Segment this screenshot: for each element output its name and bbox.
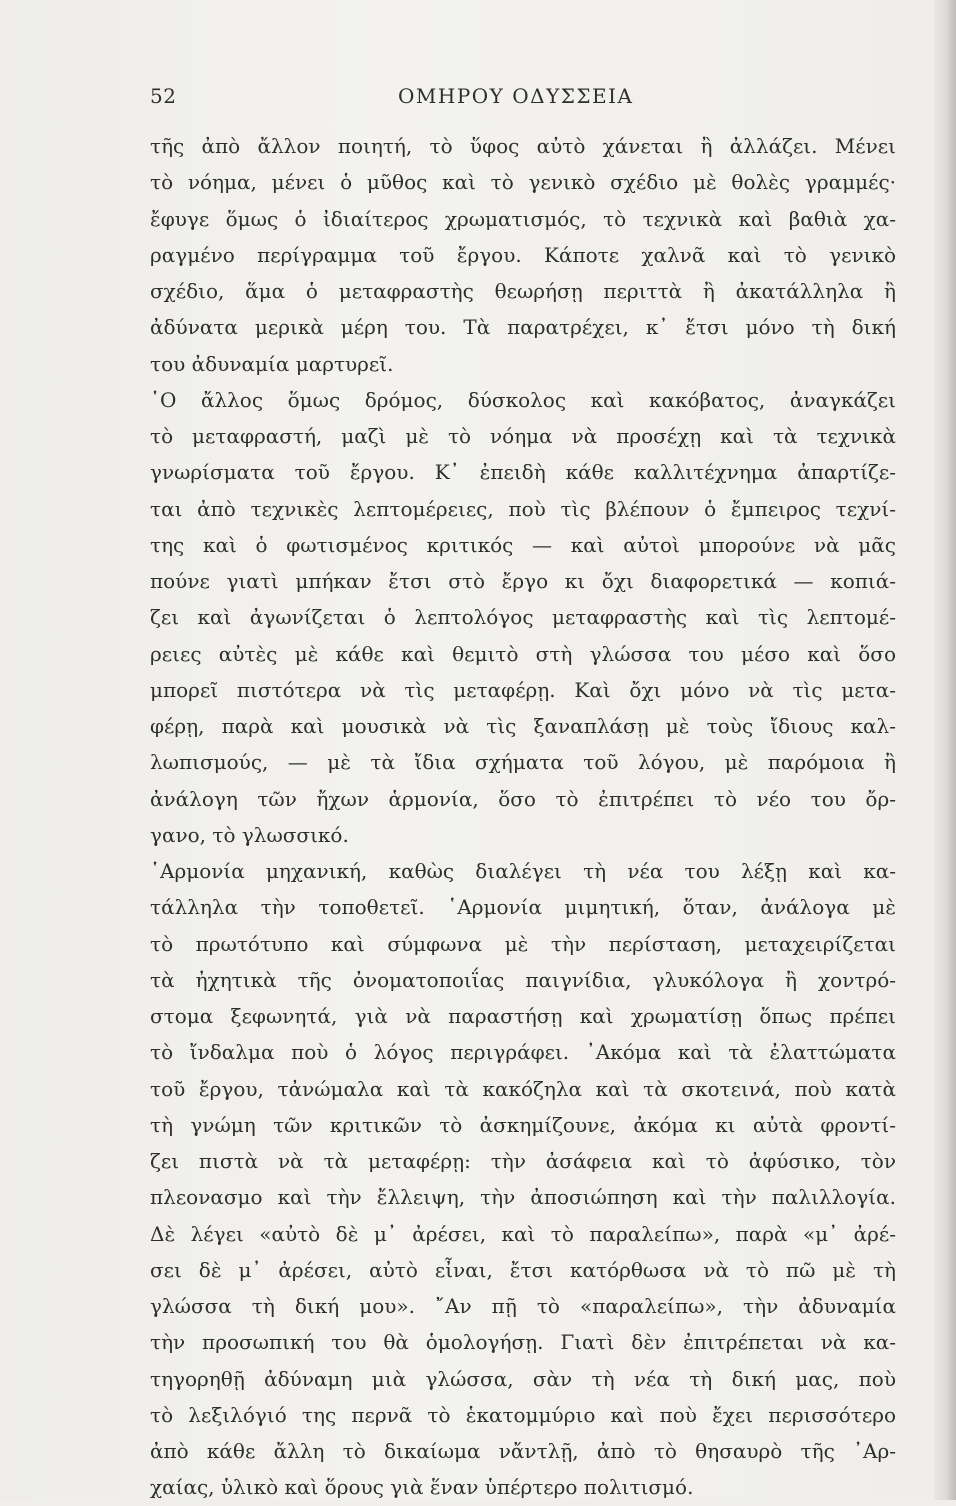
text-line: ἀδύνατα μερικὰ μέρη του. Τὰ παρατρέχει, κ᾿ ἔτσι μόνο τὴ δική [150,315,896,340]
text-line: φέρῃ, παρὰ καὶ μουσικὰ νὰ τὶς ξαναπλάσῃ μὲ τοὺς ἴδιους καλ- [150,714,896,738]
text-line: τάλληλα τὴν τοποθετεῖ. ῾Αρμονία μιμητική, ὅταν, ἀνάλογα μὲ [150,895,896,920]
text-line: τὸ μεταφραστή, μαζὶ μὲ τὸ νόημα νὰ προσέχῃ καὶ τὰ τεχνικὰ [150,424,896,448]
text-line: τοῦ ἔργου, τἀνώμαλα καὶ τὰ κακόζηλα καὶ τὰ σκοτεινά, ποὺ κατὰ [150,1076,896,1101]
text-line: της καὶ ὁ φωτισμένος κριτικός — καὶ αὐτοὶ μπορούνε νὰ μᾶς [150,532,896,557]
text-line: τὴ γνώμη τῶν κριτικῶν τὸ ἀσκημίζουνε, ἀκόμα κι αὐτὰ φροντί- [150,1112,896,1137]
text-line: ραγμένο περίγραμμα τοῦ ἔργου. Κάποτε χαλνᾶ καὶ τὸ γενικὸ [150,242,896,267]
text-line: λωπισμούς, — μὲ τὰ ἴδια σχήματα τοῦ λόγου, μὲ παρόμοια ἢ [150,750,896,775]
text-line: πούνε γιατὶ μπήκαν ἔτσι στὸ ἔργο κι ὄχι διαφορετικά — κοπιά- [150,569,896,593]
page-edge-shadow [934,0,956,1500]
text-line: ἀνάλογη τῶν ἤχων ἁρμονία, ὅσο τὸ ἐπιτρέπει τὸ νέο του ὄρ- [150,786,896,811]
text-line: μπορεῖ πιστότερα νὰ τὶς μεταφέρῃ. Καὶ ὄχι μόνο νὰ τὶς μετα- [150,677,896,702]
text-line: τὴν προσωπική του θὰ ὁμολογήσῃ. Γιατὶ δὲν ἐπιτρέπεται νὰ κα- [150,1330,896,1355]
text-line: ζει πιστὰ νὰ τὰ μεταφέρῃ: τὴν ἀσάφεια καὶ τὸ ἀφύσικο, τὸν [150,1149,896,1173]
page-header [150,84,896,114]
text-line: τὸ πρωτότυπο καὶ σύμφωνα μὲ τὴν περίσταση, μεταχειρίζεται [150,931,896,956]
running-title: ΟΜΗΡΟΥ ΟΔΥΣΣΕΙΑ [398,84,634,108]
text-line: πλεονασμο καὶ τὴν ἔλλειψη, τὴν ἀποσιώπηση καὶ τὴν παλιλλογία. [150,1185,896,1210]
text-line: γανο, τὸ γλωσσικό. [150,822,349,847]
text-line: τὸ ἴνδαλμα ποὺ ὁ λόγος περιγράφει. ᾿Ακόμα καὶ τὰ ἐλαττώματα [150,1040,896,1065]
text-line: γλώσσα τὴ δική μου». ῎Αν πῇ τὸ «παραλείπω», τὴν ἀδυναμία [150,1294,896,1318]
page-number: 52 [150,84,177,108]
text-line: χαίας, ὑλικὸ καὶ ὅρους γιὰ ἕναν ὑπέρτερο πολιτισμό. [150,1475,694,1500]
text-line: ἀπὸ κάθε ἄλλη τὸ δικαίωμα νἄντλῇ, ἀπὸ τὸ θησαυρὸ τῆς ᾿Αρ- [150,1439,896,1463]
text-line: ῾Αρμονία μηχανική, καθὼς διαλέγει τὴ νέα του λέξῃ καὶ κα- [150,859,896,883]
text-line: ῾Ο ἄλλος ὅμως δρόμος, δύσκολος καὶ κακόβατος, ἀναγκάζει [150,387,896,412]
body-text [150,128,896,1506]
text-line: τηγορηθῇ ἀδύναμη μιὰ γλώσσα, σὰν τὴ νέα τὴ δική μας, ποὺ [150,1366,896,1391]
text-line: ρειες αὐτὲς μὲ κάθε καὶ θεμιτὸ στὴ γλώσσα του μέσο καὶ ὅσο [150,641,896,666]
text-line: του ἀδυναμία μαρτυρεῖ. [150,351,394,376]
text-line: τὸ λεξιλόγιό της περνᾶ τὸ ἑκατομμύριο καὶ ποὺ ἔχει περισσότερο [150,1402,896,1427]
text-line: ζει καὶ ἀγωνίζεται ὁ λεπτολόγος μεταφραστὴς καὶ τὶς λεπτομέ- [150,605,896,630]
text-line: γνωρίσματα τοῦ ἔργου. Κ᾿ ἐπειδὴ κάθε καλλιτέχνημα ἀπαρτίζε- [150,460,896,485]
text-line: Δὲ λέγει «αὐτὸ δὲ μ᾿ ἀρέσει, καὶ τὸ παραλείπω», παρὰ «μ᾿ ἀρέ- [150,1221,896,1246]
text-line: τὰ ἠχητικὰ τῆς ὀνοματοποιΐας παιγνίδια, γλυκόλογα ἢ χοντρό- [150,967,896,992]
text-line: σχέδιο, ἅμα ὁ μεταφραστὴς θεωρήσῃ περιττὰ ἢ ἀκατάλληλα ἢ [150,279,896,303]
text-line: τῆς ἀπὸ ἄλλον ποιητή, τὸ ὕφος αὐτὸ χάνεται ἢ ἀλλάζει. Μένει [150,134,896,158]
text-line: ἔφυγε ὅμως ὁ ἰδιαίτερος χρωματισμός, τὸ τεχνικὰ καὶ βαθιὰ χα- [150,206,896,231]
text-line: ται ἀπὸ τεχνικὲς λεπτομέρειες, ποὺ τὶς βλέπουν ὁ ἔμπειρος τεχνί- [150,496,896,521]
text-line: σει δὲ μ᾿ ἀρέσει, αὐτὸ εἶναι, ἔτσι κατόρθωσα νὰ τὸ πῶ μὲ τὴ [150,1257,896,1282]
text-line: στομα ξεφωνητά, γιὰ νὰ παραστήσῃ καὶ χρωματίσῃ ὅπως πρέπει [150,1004,896,1028]
text-line: τὸ νόημα, μένει ὁ μῦθος καὶ τὸ γενικὸ σχέδιο μὲ θολὲς γραμμές· [150,170,896,195]
